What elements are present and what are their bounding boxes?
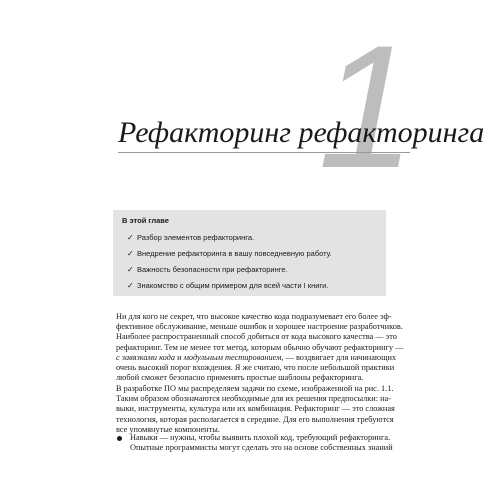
text-line: любой сможет безопасно применять простые шаблоны рефакторинга.	[116, 373, 364, 383]
title-underline	[118, 152, 410, 153]
text-line: выки, инструменты, культура или их комбинация. Рефакторинг — это сложная	[116, 404, 395, 414]
overview-item-text: Внедрение рефакторинга в вашу повседневную работу.	[137, 249, 332, 258]
text-line: Ни для кого не секрет, что высокое качество кода подразумевает его более эф-	[116, 312, 392, 321]
bullet-icon	[117, 436, 122, 441]
text-line: В разработке ПО мы распределяем задачи по схеме, изображенной на рис. 1.1.	[116, 384, 394, 393]
overview-item-text: Разбор элементов рефакторинга.	[137, 233, 255, 242]
text-line: все упомянутые компоненты.	[116, 424, 220, 434]
check-icon: ✓	[127, 265, 134, 274]
overview-item	[127, 233, 254, 243]
check-icon: ✓	[127, 233, 134, 242]
bullet-term: Навыки	[130, 433, 158, 442]
chapter-overview-heading: В этой главе	[122, 216, 169, 225]
text-line: фективное обслуживание, меньше ошибок и хорошее настроение разработчиков.	[116, 322, 403, 332]
text-line: Опытные программисты могут сделать это на основе собственных знаний	[130, 443, 393, 453]
text-line: технология, которая располагается в середине. Для его выполнения требуются	[116, 414, 394, 424]
overview-item-text: Знакомство с общим примером для всей части I книги.	[137, 281, 329, 290]
text-fragment: , — воздвигает для начинающих	[281, 352, 397, 362]
check-icon: ✓	[127, 281, 134, 290]
text-line: рефакторинг. Тем не менее тот метод, которым обычно обучают рефакторингу —	[116, 342, 404, 352]
text-line: Наиболее распространенный способ добиться от кода высокого качества — это	[116, 332, 397, 342]
text-fragment: и	[175, 352, 184, 362]
italic-term: с завязками кода	[116, 352, 176, 362]
body-paragraph-1	[116, 312, 404, 383]
text-line: очень высокий порог вхождения. Я же считаю, что после небольшой практики	[116, 363, 395, 373]
italic-term: модульным тестированием	[183, 352, 282, 362]
chapter-title: Рефакторинг рефакторинга	[118, 116, 485, 149]
check-icon: ✓	[127, 249, 134, 258]
overview-item	[127, 265, 288, 275]
chapter-number: 1	[318, 10, 416, 205]
text-line	[116, 353, 400, 363]
text-line	[130, 433, 393, 443]
overview-item	[127, 281, 328, 291]
overview-item-text: Важность безопасности при рефакторинге.	[137, 265, 288, 274]
text-line: Таким образом обозначаются необходимые для их решения предпосылки: на-	[116, 394, 391, 404]
overview-item	[127, 249, 332, 259]
text-fragment: — нужны, чтобы выявить плохой код, требующий рефакторинга.	[157, 433, 391, 442]
bullet-item-skills	[130, 433, 393, 453]
body-paragraph-2	[116, 384, 400, 435]
